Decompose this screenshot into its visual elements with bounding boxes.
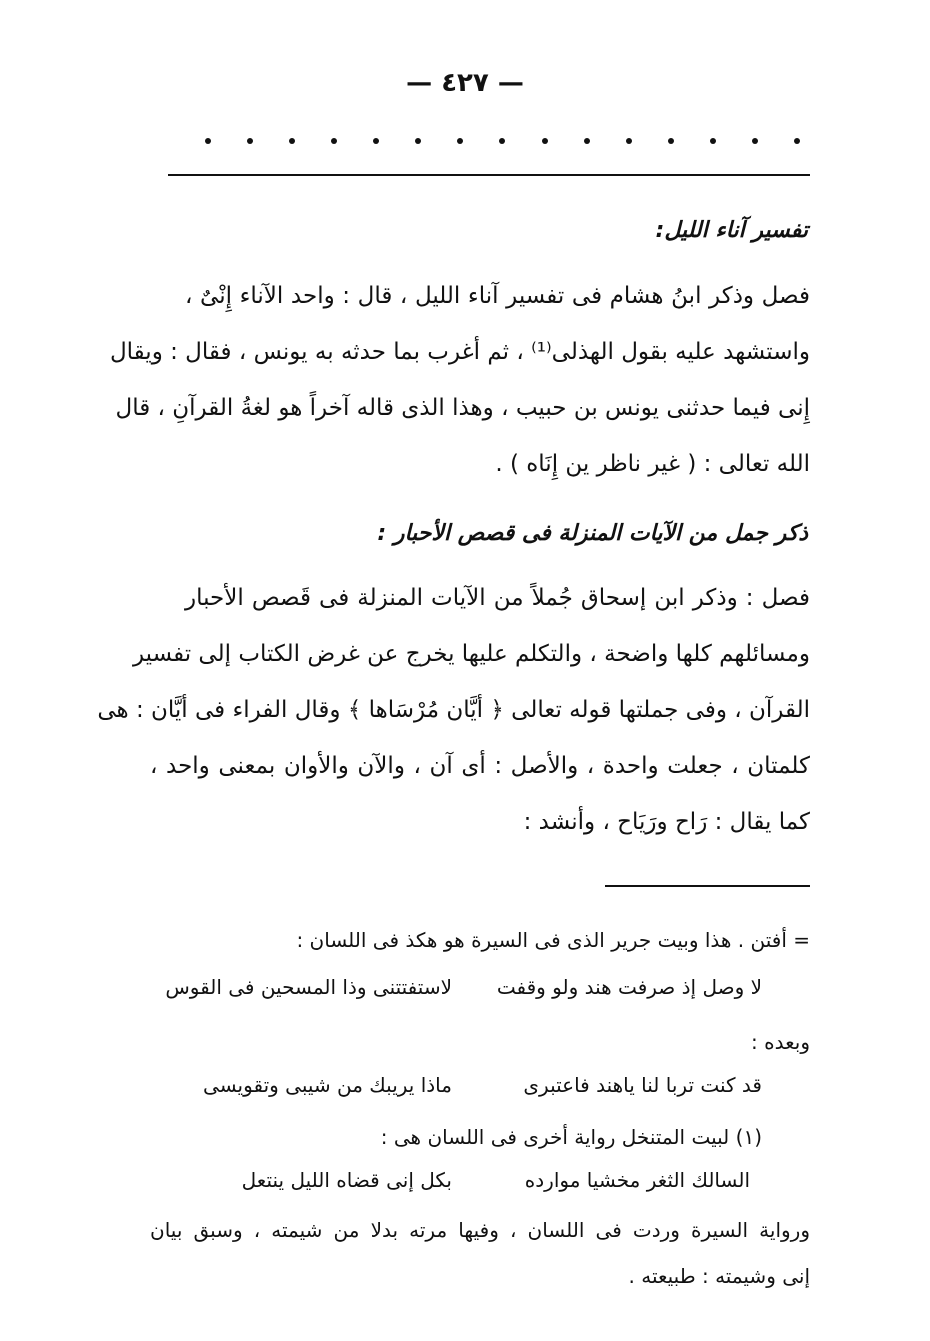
footnote-1-line-3: إنى وشيمته : طبيعته . (628, 1264, 810, 1288)
separator-dot (499, 138, 505, 144)
separator-dot (626, 138, 632, 144)
section2-line-4: كلمتان ، جعلت واحدة ، والأصل : أى آن ، والآن والأوان بمعنى واحد ، (150, 753, 810, 779)
separator-dot (710, 138, 716, 144)
verse-3-second-hemistich: بكل إنى قضاه الليل ينتعل (241, 1168, 452, 1192)
separator-dot (457, 138, 463, 144)
section2-line-1: فصل : وذكر ابن إسحاق جُملاً من الآيات المنزلة فى قَصص الأحبار (185, 585, 810, 611)
section2-line-2: ومسائلهم كلها واضحة ، والتكلم عليها يخرج عن غرض الكتاب إلى تفسير (132, 641, 810, 667)
footnote-after-label: وبعده : (751, 1030, 810, 1054)
header-rule (168, 174, 810, 176)
section2-line-3: القرآن ، وفى جملتها قوله تعالى ﴿ أيَّان مُرْسَاها ﴾ وقال الفراء فى أيَّان : هى (97, 697, 810, 723)
verse-1-second-hemistich: لاستفتتنى وذا المسحين فى القوس (165, 975, 452, 999)
separator-dots (205, 138, 800, 144)
section-heading-qisas-al-ahbar: ذكر جمل من الآيات المنزلة فى قصص الأحبار : (377, 521, 808, 546)
footnote-continuation-intro: = أفتن . هذا وبيت جرير الذى فى السيرة هو هكذ فى اللسان : (296, 928, 810, 952)
separator-dot (331, 138, 337, 144)
separator-dot (415, 138, 421, 144)
verse-3-first-hemistich: السالك الثغر مخشيا موارده (524, 1168, 750, 1192)
separator-dot (373, 138, 379, 144)
verse-2-second-hemistich: ماذا يريبك من شيبى وتقويسى (203, 1073, 452, 1097)
verse-2-first-hemistich: قد كنت تربا لنا ياهند فاعتبرى (523, 1073, 762, 1097)
separator-dot (584, 138, 590, 144)
section2-line-5: كما يقال : رَاح ورَيَاح ، وأنشد : (523, 809, 810, 835)
separator-dot (247, 138, 253, 144)
verse-1-first-hemistich: لا وصل إذ صرفت هند ولو وقفت (496, 975, 762, 999)
footnote-1-line-2: ورواية السيرة وردت فى اللسان ، وفيها مرته بدلا من شيمته ، وسبق بيان (150, 1218, 810, 1242)
footnote-rule (605, 885, 810, 887)
section-heading-anaa-al-layl: تفسير آناء الليل: (655, 218, 808, 243)
separator-dot (289, 138, 295, 144)
separator-dot (794, 138, 800, 144)
page-number: — ٤٢٧ — (406, 68, 524, 98)
footnote-1-intro: (١) لبيت المتنخل رواية أخرى فى اللسان هى : (380, 1125, 762, 1149)
section1-line-4: الله تعالى : ( غير ناظر ين إِنَاه ) . (495, 451, 810, 477)
separator-dot (752, 138, 758, 144)
separator-dot (542, 138, 548, 144)
separator-dot (668, 138, 674, 144)
section1-line-3: إِنى فيما حدثنى يونس بن حبيب ، وهذا الذى قاله آخراً هو لغةُ القرآنِ ، قال (115, 395, 810, 421)
separator-dot (205, 138, 211, 144)
section1-line-2: واستشهد عليه بقول الهذلى⁽¹⁾ ، ثم أغرب بما حدثه به يونس ، فقال : ويقال (109, 339, 810, 365)
section1-line-1: فصل وذكر ابنُ هشام فى تفسير آناء الليل ، قال : واحد الآناء إِنْىٌ ، (185, 283, 810, 309)
